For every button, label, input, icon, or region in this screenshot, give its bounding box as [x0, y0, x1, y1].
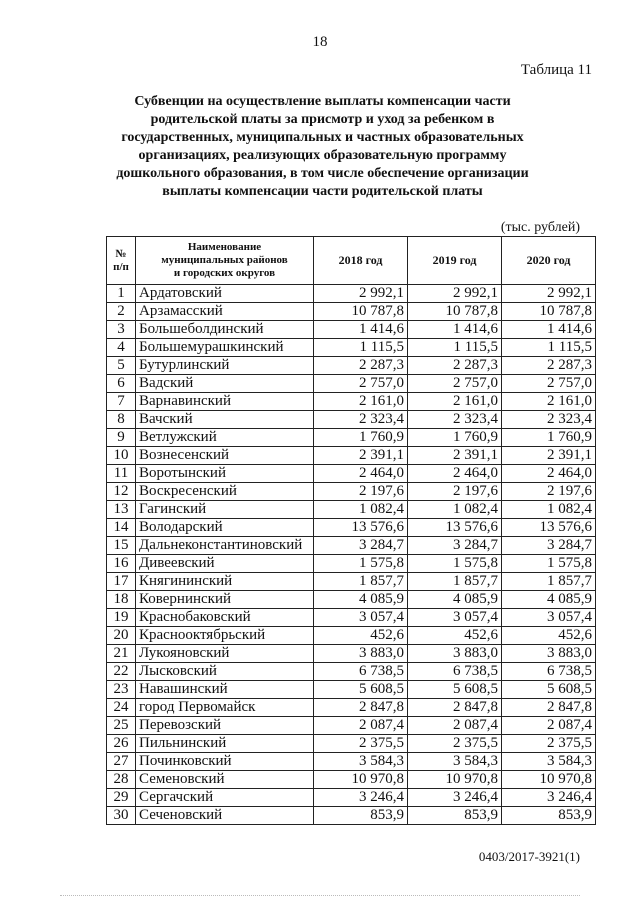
district-name-cell: Ковернинский: [136, 591, 314, 609]
value-2020-cell: 2 161,0: [502, 393, 596, 411]
header-2020: 2020 год: [502, 237, 596, 285]
header-name: Наименование муниципальных районов и городских округов: [136, 237, 314, 285]
row-number-cell: 26: [107, 735, 136, 753]
value-2020-cell: 2 464,0: [502, 465, 596, 483]
value-2019-cell: 1 575,8: [408, 555, 502, 573]
value-2019-cell: 2 323,4: [408, 411, 502, 429]
row-number-cell: 1: [107, 285, 136, 303]
value-2018-cell: 452,6: [314, 627, 408, 645]
value-2020-cell: 1 115,5: [502, 339, 596, 357]
value-2020-cell: 2 197,6: [502, 483, 596, 501]
value-2018-cell: 1 760,9: [314, 429, 408, 447]
district-name-cell: Володарский: [136, 519, 314, 537]
value-2018-cell: 2 757,0: [314, 375, 408, 393]
value-2020-cell: 2 757,0: [502, 375, 596, 393]
value-2019-cell: 5 608,5: [408, 681, 502, 699]
value-2019-cell: 4 085,9: [408, 591, 502, 609]
value-2020-cell: 3 057,4: [502, 609, 596, 627]
value-2019-cell: 10 970,8: [408, 771, 502, 789]
table-row: [107, 537, 596, 555]
value-2019-cell: 2 197,6: [408, 483, 502, 501]
row-number-cell: 25: [107, 717, 136, 735]
district-name-cell: Сергачский: [136, 789, 314, 807]
value-2019-cell: 10 787,8: [408, 303, 502, 321]
value-2018-cell: 1 414,6: [314, 321, 408, 339]
table-row: [107, 429, 596, 447]
district-name-cell: Навашинский: [136, 681, 314, 699]
value-2020-cell: 1 857,7: [502, 573, 596, 591]
header-num: № п/п: [107, 237, 136, 285]
value-2018-cell: 5 608,5: [314, 681, 408, 699]
table-row: [107, 339, 596, 357]
header-2019: 2019 год: [408, 237, 502, 285]
table-row: [107, 681, 596, 699]
district-name-cell: Перевозский: [136, 717, 314, 735]
row-number-cell: 8: [107, 411, 136, 429]
value-2019-cell: 13 576,6: [408, 519, 502, 537]
value-2020-cell: 452,6: [502, 627, 596, 645]
table-row: [107, 609, 596, 627]
scan-artifact-line: [60, 895, 580, 896]
table-row: [107, 321, 596, 339]
value-2018-cell: 2 197,6: [314, 483, 408, 501]
table-row: [107, 645, 596, 663]
table-label: Таблица 11: [520, 62, 592, 78]
value-2019-cell: 2 847,8: [408, 699, 502, 717]
table-row: [107, 303, 596, 321]
header-2018: 2018 год: [314, 237, 408, 285]
value-2020-cell: 1 414,6: [502, 321, 596, 339]
value-2020-cell: 2 992,1: [502, 285, 596, 303]
table-row: [107, 591, 596, 609]
value-2020-cell: 2 375,5: [502, 735, 596, 753]
value-2018-cell: 10 970,8: [314, 771, 408, 789]
row-number-cell: 23: [107, 681, 136, 699]
district-name-cell: Починковский: [136, 753, 314, 771]
district-name-cell: Семеновский: [136, 771, 314, 789]
row-number-cell: 17: [107, 573, 136, 591]
row-number-cell: 15: [107, 537, 136, 555]
value-2020-cell: 2 323,4: [502, 411, 596, 429]
value-2018-cell: 2 992,1: [314, 285, 408, 303]
title-line: родительской платы за присмотр и уход за ребенком в: [150, 112, 495, 127]
table-row: [107, 627, 596, 645]
value-2019-cell: 1 115,5: [408, 339, 502, 357]
district-name-cell: Княгининский: [136, 573, 314, 591]
row-number-cell: 13: [107, 501, 136, 519]
row-number-cell: 20: [107, 627, 136, 645]
value-2018-cell: 2 375,5: [314, 735, 408, 753]
value-2018-cell: 3 284,7: [314, 537, 408, 555]
value-2018-cell: 3 584,3: [314, 753, 408, 771]
district-name-cell: Гагинский: [136, 501, 314, 519]
value-2019-cell: 1 414,6: [408, 321, 502, 339]
value-2019-cell: 2 992,1: [408, 285, 502, 303]
row-number-cell: 14: [107, 519, 136, 537]
district-name-cell: Сеченовский: [136, 807, 314, 825]
value-2018-cell: 1 082,4: [314, 501, 408, 519]
value-2020-cell: 2 087,4: [502, 717, 596, 735]
district-name-cell: Воскресенский: [136, 483, 314, 501]
table-row: [107, 393, 596, 411]
value-2018-cell: 3 883,0: [314, 645, 408, 663]
value-2020-cell: 5 608,5: [502, 681, 596, 699]
district-name-cell: Дальнеконстантиновский: [136, 537, 314, 555]
title-line: дошкольного образования, в том числе обеспечение организации: [116, 166, 529, 181]
table-row: [107, 753, 596, 771]
table-body: [107, 285, 596, 825]
district-name-cell: Варнавинский: [136, 393, 314, 411]
row-number-cell: 6: [107, 375, 136, 393]
table-title: [60, 93, 585, 201]
value-2019-cell: 3 883,0: [408, 645, 502, 663]
table-row: [107, 771, 596, 789]
row-number-cell: 27: [107, 753, 136, 771]
value-2019-cell: 853,9: [408, 807, 502, 825]
row-number-cell: 22: [107, 663, 136, 681]
table-row: [107, 411, 596, 429]
district-name-cell: Лукояновский: [136, 645, 314, 663]
table-row: [107, 375, 596, 393]
value-2020-cell: 2 847,8: [502, 699, 596, 717]
value-2019-cell: 2 375,5: [408, 735, 502, 753]
value-2019-cell: 2 391,1: [408, 447, 502, 465]
units-label: (тыс. рублей): [500, 220, 580, 235]
value-2020-cell: 6 738,5: [502, 663, 596, 681]
value-2020-cell: 10 787,8: [502, 303, 596, 321]
table-row: [107, 699, 596, 717]
value-2018-cell: 3 246,4: [314, 789, 408, 807]
title-line: выплаты компенсации части родительской платы: [162, 184, 483, 199]
table-row: [107, 447, 596, 465]
value-2018-cell: 1 857,7: [314, 573, 408, 591]
subsidies-table: [106, 236, 596, 825]
row-number-cell: 3: [107, 321, 136, 339]
value-2020-cell: 1 082,4: [502, 501, 596, 519]
value-2019-cell: 3 584,3: [408, 753, 502, 771]
district-name-cell: Пильнинский: [136, 735, 314, 753]
page-number: 18: [312, 34, 328, 50]
document-code: 0403/2017-3921(1): [478, 849, 580, 864]
table-row: [107, 357, 596, 375]
value-2020-cell: 3 584,3: [502, 753, 596, 771]
district-name-cell: Ветлужский: [136, 429, 314, 447]
row-number-cell: 4: [107, 339, 136, 357]
value-2019-cell: 6 738,5: [408, 663, 502, 681]
value-2018-cell: 2 087,4: [314, 717, 408, 735]
table-row: [107, 519, 596, 537]
value-2019-cell: 3 246,4: [408, 789, 502, 807]
district-name-cell: Арзамасский: [136, 303, 314, 321]
district-name-cell: Ардатовский: [136, 285, 314, 303]
table-row: [107, 501, 596, 519]
row-number-cell: 5: [107, 357, 136, 375]
value-2020-cell: 3 246,4: [502, 789, 596, 807]
value-2018-cell: 13 576,6: [314, 519, 408, 537]
value-2020-cell: 4 085,9: [502, 591, 596, 609]
value-2018-cell: 2 287,3: [314, 357, 408, 375]
value-2019-cell: 1 082,4: [408, 501, 502, 519]
table-row: [107, 789, 596, 807]
value-2018-cell: 3 057,4: [314, 609, 408, 627]
district-name-cell: Лысковский: [136, 663, 314, 681]
value-2020-cell: 2 391,1: [502, 447, 596, 465]
value-2020-cell: 1 575,8: [502, 555, 596, 573]
row-number-cell: 24: [107, 699, 136, 717]
value-2019-cell: 1 857,7: [408, 573, 502, 591]
table-row: [107, 285, 596, 303]
value-2019-cell: 2 757,0: [408, 375, 502, 393]
title-line: организациях, реализующих образовательную программу: [138, 148, 507, 163]
value-2018-cell: 10 787,8: [314, 303, 408, 321]
row-number-cell: 9: [107, 429, 136, 447]
district-name-cell: город Первомайск: [136, 699, 314, 717]
row-number-cell: 30: [107, 807, 136, 825]
row-number-cell: 11: [107, 465, 136, 483]
district-name-cell: Бутурлинский: [136, 357, 314, 375]
value-2020-cell: 13 576,6: [502, 519, 596, 537]
district-name-cell: Вачский: [136, 411, 314, 429]
value-2018-cell: 2 847,8: [314, 699, 408, 717]
value-2019-cell: 2 464,0: [408, 465, 502, 483]
row-number-cell: 29: [107, 789, 136, 807]
title-line: Субвенции на осуществление выплаты компенсации части: [134, 94, 511, 109]
row-number-cell: 18: [107, 591, 136, 609]
value-2018-cell: 1 115,5: [314, 339, 408, 357]
table-header-row: [107, 237, 596, 285]
row-number-cell: 2: [107, 303, 136, 321]
value-2018-cell: 1 575,8: [314, 555, 408, 573]
value-2019-cell: 1 760,9: [408, 429, 502, 447]
value-2020-cell: 1 760,9: [502, 429, 596, 447]
district-name-cell: Большемурашкинский: [136, 339, 314, 357]
value-2020-cell: 853,9: [502, 807, 596, 825]
value-2019-cell: 2 161,0: [408, 393, 502, 411]
table-row: [107, 663, 596, 681]
row-number-cell: 21: [107, 645, 136, 663]
district-name-cell: Вадский: [136, 375, 314, 393]
row-number-cell: 28: [107, 771, 136, 789]
row-number-cell: 19: [107, 609, 136, 627]
value-2018-cell: 2 161,0: [314, 393, 408, 411]
row-number-cell: 7: [107, 393, 136, 411]
value-2019-cell: 2 287,3: [408, 357, 502, 375]
table-row: [107, 555, 596, 573]
district-name-cell: Большеболдинский: [136, 321, 314, 339]
row-number-cell: 16: [107, 555, 136, 573]
row-number-cell: 12: [107, 483, 136, 501]
value-2018-cell: 2 391,1: [314, 447, 408, 465]
value-2018-cell: 4 085,9: [314, 591, 408, 609]
district-name-cell: Вознесенский: [136, 447, 314, 465]
table-row: [107, 465, 596, 483]
value-2020-cell: 10 970,8: [502, 771, 596, 789]
table-row: [107, 483, 596, 501]
value-2019-cell: 3 057,4: [408, 609, 502, 627]
table-row: [107, 573, 596, 591]
table-row: [107, 717, 596, 735]
table-row: [107, 735, 596, 753]
row-number-cell: 10: [107, 447, 136, 465]
district-name-cell: Краснобаковский: [136, 609, 314, 627]
value-2018-cell: 2 323,4: [314, 411, 408, 429]
value-2020-cell: 3 883,0: [502, 645, 596, 663]
district-name-cell: Воротынский: [136, 465, 314, 483]
district-name-cell: Краснооктябрьский: [136, 627, 314, 645]
value-2018-cell: 2 464,0: [314, 465, 408, 483]
value-2020-cell: 3 284,7: [502, 537, 596, 555]
value-2019-cell: 2 087,4: [408, 717, 502, 735]
value-2018-cell: 6 738,5: [314, 663, 408, 681]
title-line: государственных, муниципальных и частных образовательных: [121, 130, 524, 145]
value-2018-cell: 853,9: [314, 807, 408, 825]
table-row: [107, 807, 596, 825]
district-name-cell: Дивеевский: [136, 555, 314, 573]
value-2019-cell: 3 284,7: [408, 537, 502, 555]
value-2019-cell: 452,6: [408, 627, 502, 645]
value-2020-cell: 2 287,3: [502, 357, 596, 375]
